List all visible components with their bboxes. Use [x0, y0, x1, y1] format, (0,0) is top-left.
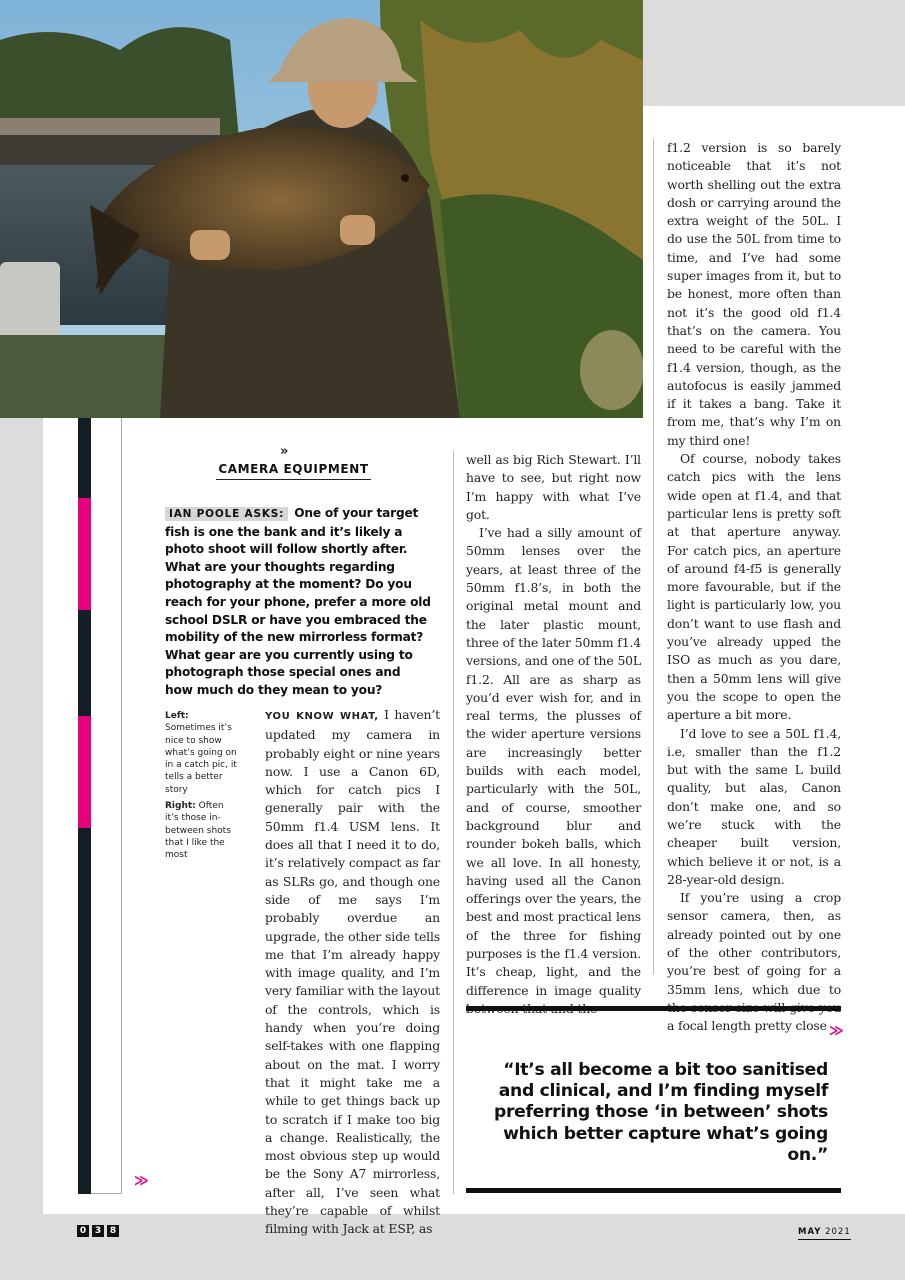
question-text: One of your target fish is one the bank and it’s likely a photo shoot will follow shortly after. What are your thoughts regarding photography at the moment? Do you reach for your phone, prefer a more old school DSLR or have you embraced the mobility of the new mirrorless format? What gear are you currently using to photograph those special ones and how much do they mean to you? — [165, 506, 431, 697]
section-label: CAMERA EQUIPMENT — [216, 462, 371, 480]
paragraph: Of course, nobody takes catch pics with the lens wide open at f1.4, and that particular lens is pretty soft at that aperture anyway. For catch pics, an aperture of around f4-f5 is generally more favourable, but if the light is particularly low, you don’t want to use flash and you’ve already upped the ISO as much as you dare, then a 50mm lens will give you the scope to open the aperture a bit more. — [667, 451, 841, 723]
page-digit: 8 — [107, 1225, 119, 1237]
page-digit: 3 — [92, 1225, 104, 1237]
issue-month: MAY — [798, 1227, 822, 1237]
pink-accent-strip — [78, 716, 91, 828]
top-right-margin — [643, 0, 905, 106]
body-column-2 — [466, 451, 641, 1018]
side-bar-rule — [91, 1193, 122, 1194]
page-number — [77, 1225, 119, 1237]
angler-holding-carp-photo — [0, 0, 643, 418]
pullquote-rule — [466, 1188, 841, 1193]
issue-year: 2021 — [825, 1227, 851, 1237]
page-digit: 0 — [77, 1225, 89, 1237]
issue-date — [798, 1227, 851, 1240]
decorative-side-bar — [78, 418, 91, 1194]
paragraph: I’ve had a silly amount of 50mm lenses over the years, at least three of the 50mm f1.8’s, in both the original metal mount and the later plastic mount, three of the later 50mm f1.4 versions, and one of the 50L f1.2. All are as sharp as you’d ever wish for, and in real terms, the plusses of the wider aperture versions are increasingly better builds with each model, particularly with the 50L, and of course, smoother background blur and rounder bokeh balls, which we all love. In all honesty, having used all the Canon offerings over the years, the best and most practical lens of the three for fishing purposes is the f1.4 version. It’s cheap, light, and the difference in image quality — [466, 525, 641, 998]
side-bar-rule — [121, 418, 122, 1194]
caption-label: Left: — [165, 711, 189, 721]
photo-captions — [165, 710, 237, 866]
answer-lead: YOU KNOW WHAT, — [265, 711, 379, 722]
question-asker: IAN POOLE ASKS: — [165, 507, 288, 521]
caption-text: Sometimes it’s nice to show what’s going on in a catch pic, it tells a better story — [165, 723, 237, 795]
pullquote: “It’s all become a bit too sanitised and clinical, and I’m finding myself preferring those ‘in between’ shots which better capture what’s going on.” — [493, 1060, 828, 1165]
body-column-3 — [667, 139, 841, 1036]
column-divider — [653, 139, 654, 975]
paragraph: f1.2 version is so barely noticeable that it’s not worth shelling out the extra dosh or carrying around the extra weight of the 50L. I do use the 50L from time to time, and I’ve had some super images from it, but to be honest, more often than not it’s the good old f1.4 that’s on the camera. You need to be careful with the f1.4 version, though, as the autofocus is easily jammed if it takes a bang. Take it from me, that’s why I’m on my third one! — [667, 140, 841, 448]
body-column-1 — [265, 706, 440, 1239]
pink-chevron-icon: ≫ — [829, 1023, 844, 1039]
pink-accent-strip — [78, 498, 91, 610]
paragraph: If you’re using a crop sensor camera, then, as already pointed out by one of the other contributors, you’re best of going for a 35mm lens, which due to a focal length pretty close — [667, 890, 841, 1034]
paragraph: well as big Rich Stewart. I’ll have to see, but right now I’m happy with what I’ve got. — [466, 452, 641, 522]
pullquote-rule — [466, 1006, 841, 1011]
pink-chevron-icon: ≫ — [134, 1173, 149, 1189]
section-arrows: » — [280, 444, 289, 459]
paragraph: I’d love to see a 50L f1.4, i.e, smaller than the f1.2 but with the same L build quality, but alas, Canon don’t make one, and so we’re stuck with the cheaper built version, which believe it or not, is a 28-year-old design. — [667, 725, 841, 887]
caption-label: Right: — [165, 801, 196, 812]
paragraph: I haven’t updated my camera in probably eight or nine years now. I use a Canon 6D, which for catch pics I generally pair with the 50mm f1.4 USM lens. It does all that I need it to do, it’s relatively compact as far as SLRs go, and though one side of me says I’m probably overdue an upgrade, the other side tells me that I’m already happy with image quality, and I’m very familiar with the layout of the controls, which is handy when you’re doing self-takes with one flapping about on the mat. I worry that it might take me a while to get things back up to scratch if I make too big a change. Realistically, the most obvious step up would be the Sony A7 mirrorless, after all, I’ve seen what they’re capable of whilst filming with Jack at ESP, as — [265, 707, 440, 1237]
column-divider — [453, 451, 454, 1194]
caption-text: Often it’s those in-between shots that I like the most — [165, 801, 231, 861]
question-block — [165, 505, 431, 700]
